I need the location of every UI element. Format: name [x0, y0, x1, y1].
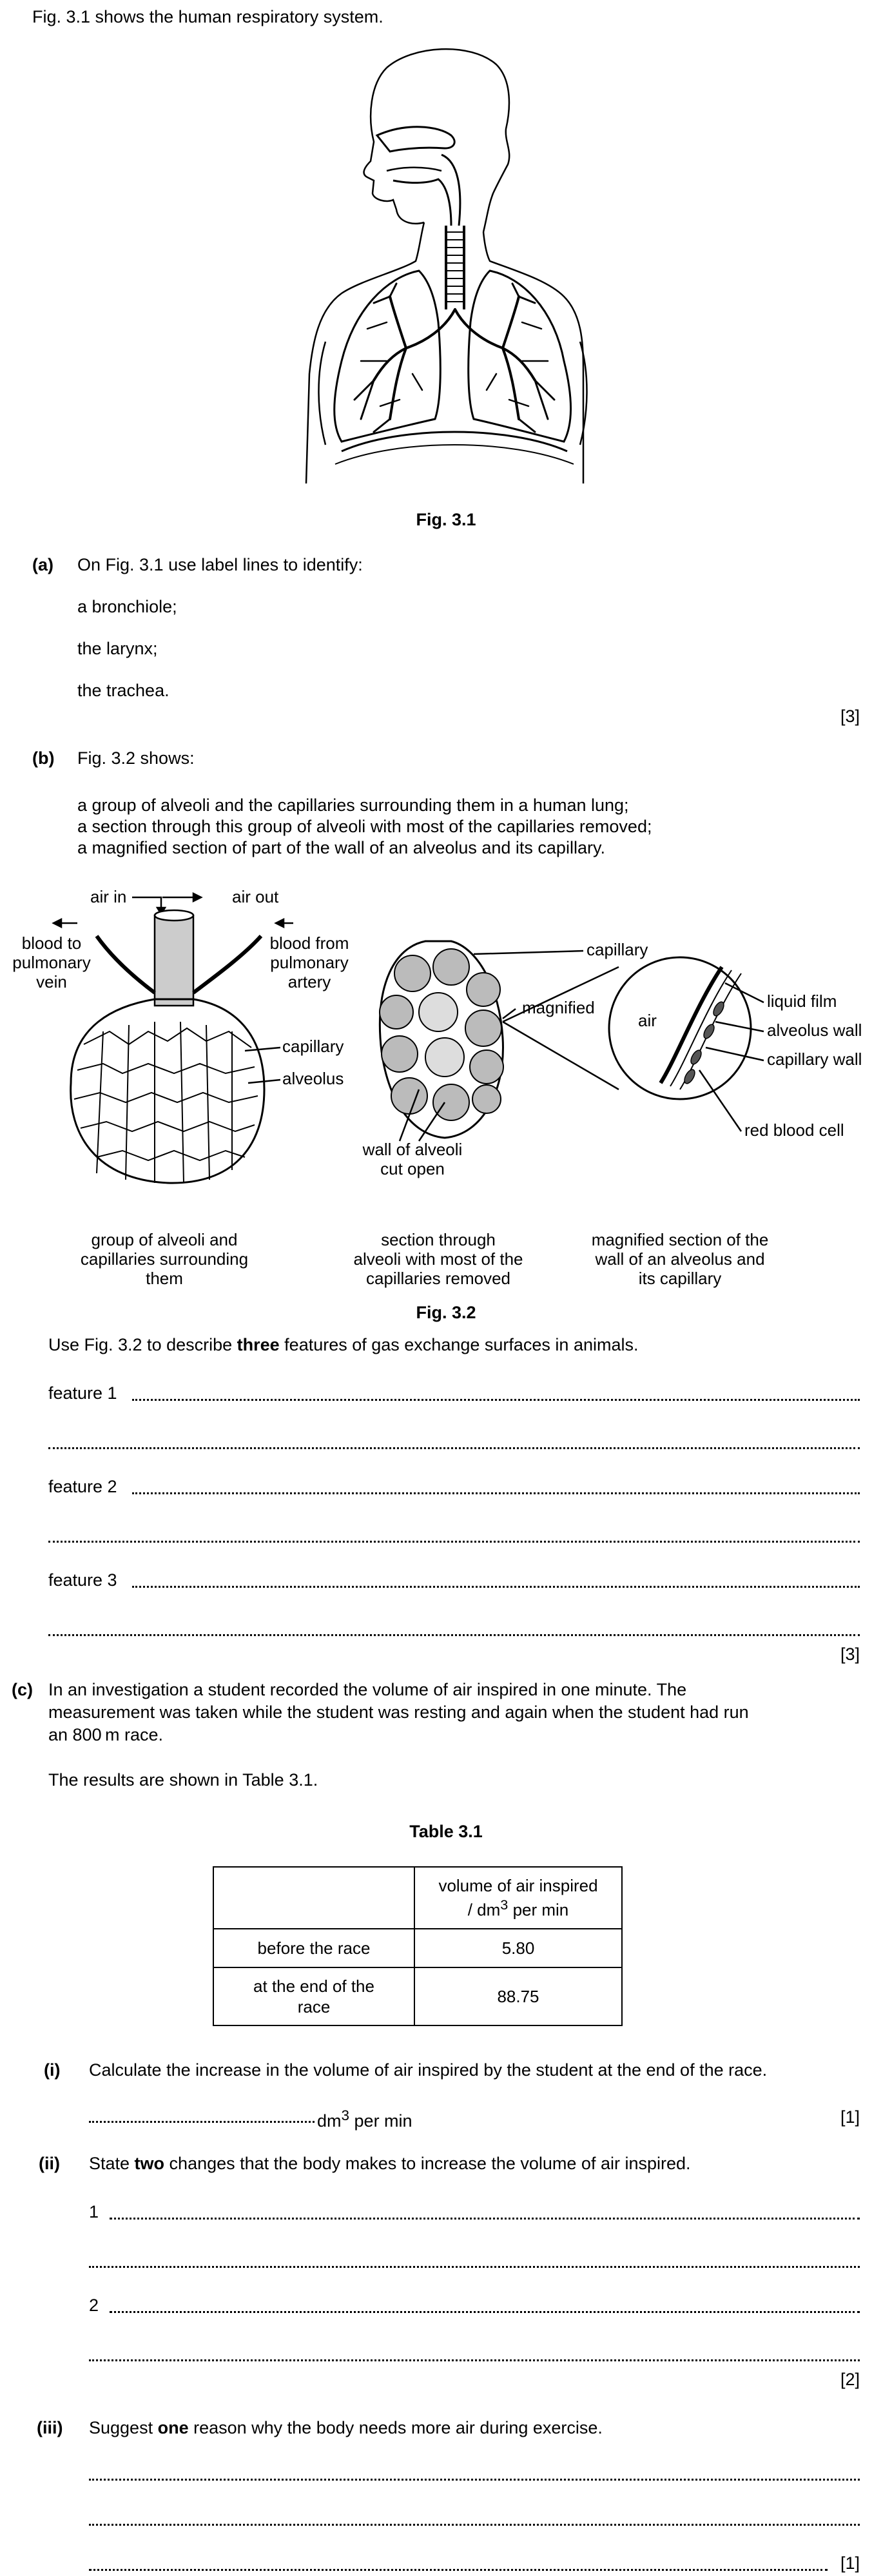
feature-2-label: feature 2: [48, 1477, 117, 1496]
caption-right-1: magnified section of the: [591, 1230, 769, 1249]
feature-3-label: feature 3: [48, 1570, 117, 1590]
part-a-marks: [3]: [840, 707, 860, 726]
label-blood-to-2: pulmonary: [12, 953, 91, 972]
label-blood-from-1: blood from: [269, 933, 349, 953]
part-b-label: (b): [32, 748, 55, 768]
caption-left-3: them: [146, 1269, 183, 1288]
label-capillary-wall: capillary wall: [767, 1049, 862, 1069]
part-c-intro-2: measurement was taken while the student was resting and again when the student had run: [48, 1703, 749, 1722]
part-c-intro-3: an 800 m race.: [48, 1725, 164, 1744]
label-air-out: air out: [232, 887, 279, 906]
respiratory-system-figure: [258, 39, 632, 490]
label-blood-from-3: artery: [287, 972, 331, 991]
feature-1-label: feature 1: [48, 1383, 117, 1403]
caption-middle-3: capillaries removed: [366, 1269, 510, 1288]
label-capillary-left: capillary: [282, 1037, 344, 1056]
table-3-1: [213, 1866, 623, 2026]
part-c-ii-number-1: 1: [89, 2202, 99, 2221]
caption-left-2: capillaries surrounding: [80, 1249, 249, 1269]
feature-2-answer-line[interactable]: [132, 1492, 860, 1494]
part-c-i-unit: $dm^3$ per min: [317, 2107, 412, 2131]
label-capillary-mid: capillary: [587, 940, 648, 959]
part-c-ii-answer-line-1[interactable]: [110, 2218, 860, 2220]
feature-1-answer-line-2[interactable]: [48, 1447, 860, 1449]
part-c-intro-1: In an investigation a student recorded the volume of air inspired in one minute. The: [48, 1680, 687, 1699]
part-a-item-1: a bronchiole;: [77, 597, 177, 616]
label-magnified: magnified: [522, 998, 595, 1017]
fig31-caption: Fig. 3.1: [416, 510, 476, 529]
part-c-iii-label: (iii): [37, 2418, 63, 2437]
part-c-i-label: (i): [44, 2060, 61, 2080]
part-c-ii-number-2: 2: [89, 2296, 99, 2315]
part-c-i-question: Calculate the increase in the volume of air inspired by the student at the end of the race.: [89, 2060, 768, 2080]
label-wall-1: wall of alveoli: [362, 1140, 463, 1159]
feature-2-answer-line-2[interactable]: [48, 1541, 860, 1543]
part-c-label: (c): [12, 1680, 33, 1699]
fig32-caption: Fig. 3.2: [416, 1303, 476, 1322]
table-empty-header: [213, 1867, 414, 1929]
label-air: air: [638, 1011, 657, 1030]
part-a-label: (a): [32, 555, 53, 574]
label-liquid-film: liquid film: [767, 991, 837, 1011]
part-b-bullet-1: a group of alveoli and the capillaries surrounding them in a human lung;: [77, 795, 629, 815]
label-blood-to-3: vein: [36, 972, 67, 991]
part-b-marks: [3]: [840, 1644, 860, 1664]
part-c-iii-answer-line-3[interactable]: [89, 2569, 828, 2571]
table-title: Table 3.1: [409, 1822, 483, 1841]
part-b-bullet-3: a magnified section of part of the wall of an alveolus and its capillary.: [77, 838, 605, 857]
part-c-ii-marks: [2]: [840, 2370, 860, 2389]
label-alveolus-wall: alveolus wall: [767, 1020, 862, 1040]
feature-3-answer-line-2[interactable]: [48, 1634, 860, 1636]
part-c-iii-question: Suggest one reason why the body needs more air during exercise.: [89, 2418, 603, 2437]
part-c-results-line: The results are shown in Table 3.1.: [48, 1770, 318, 1790]
part-b-instruction: Use Fig. 3.2 to describe three features of gas exchange surfaces in animals.: [48, 1335, 639, 1354]
label-alveolus: alveolus: [282, 1069, 344, 1088]
part-c-ii-question: State two changes that the body makes to increase the volume of air inspired.: [89, 2154, 691, 2173]
part-b-question: Fig. 3.2 shows:: [77, 748, 195, 768]
feature-1-answer-line[interactable]: [132, 1399, 860, 1401]
part-c-ii-label: (ii): [39, 2154, 60, 2173]
feature-3-answer-line[interactable]: [132, 1586, 860, 1588]
part-b-bullet-2: a section through this group of alveoli with most of the capillaries removed;: [77, 817, 652, 836]
caption-middle-2: alveoli with most of the: [353, 1249, 523, 1269]
label-red-blood-cell: red blood cell: [744, 1120, 844, 1140]
part-c-iii-answer-line-2[interactable]: [89, 2524, 860, 2526]
alveoli-figure: [0, 877, 892, 1288]
part-c-i-answer-line[interactable]: [89, 2121, 315, 2123]
label-wall-2: cut open: [380, 1159, 445, 1178]
part-c-ii-answer-line-1b[interactable]: [89, 2266, 860, 2268]
table-header-volume: volume of air inspired / $dm^3$ per min: [414, 1867, 622, 1929]
table-row-label: at the end of the race: [213, 1967, 414, 2025]
part-c-i-marks: [1]: [840, 2107, 860, 2127]
part-a-item-3: the trachea.: [77, 681, 170, 700]
part-c-ii-answer-line-2b[interactable]: [89, 2359, 860, 2361]
label-blood-from-2: pulmonary: [270, 953, 349, 972]
label-blood-to-1: blood to: [21, 933, 82, 953]
caption-middle-1: section through: [381, 1230, 496, 1249]
part-a-question: On Fig. 3.1 use label lines to identify:: [77, 555, 363, 574]
part-c-iii-answer-line-1[interactable]: [89, 2479, 860, 2481]
caption-left-1: group of alveoli and: [91, 1230, 238, 1249]
label-air-in: air in: [90, 887, 127, 906]
part-c-ii-answer-line-2[interactable]: [110, 2311, 860, 2313]
table-row-value: 88.75: [414, 1967, 622, 2025]
table-row-label: before the race: [213, 1929, 414, 1967]
part-c-iii-marks: [1]: [840, 2553, 860, 2573]
caption-right-2: wall of an alveolus and: [595, 1249, 765, 1269]
caption-right-3: its capillary: [638, 1269, 722, 1288]
table-row-value: 5.80: [414, 1929, 622, 1967]
part-a-item-2: the larynx;: [77, 639, 158, 658]
intro-text: Fig. 3.1 shows the human respiratory system.: [32, 7, 383, 26]
